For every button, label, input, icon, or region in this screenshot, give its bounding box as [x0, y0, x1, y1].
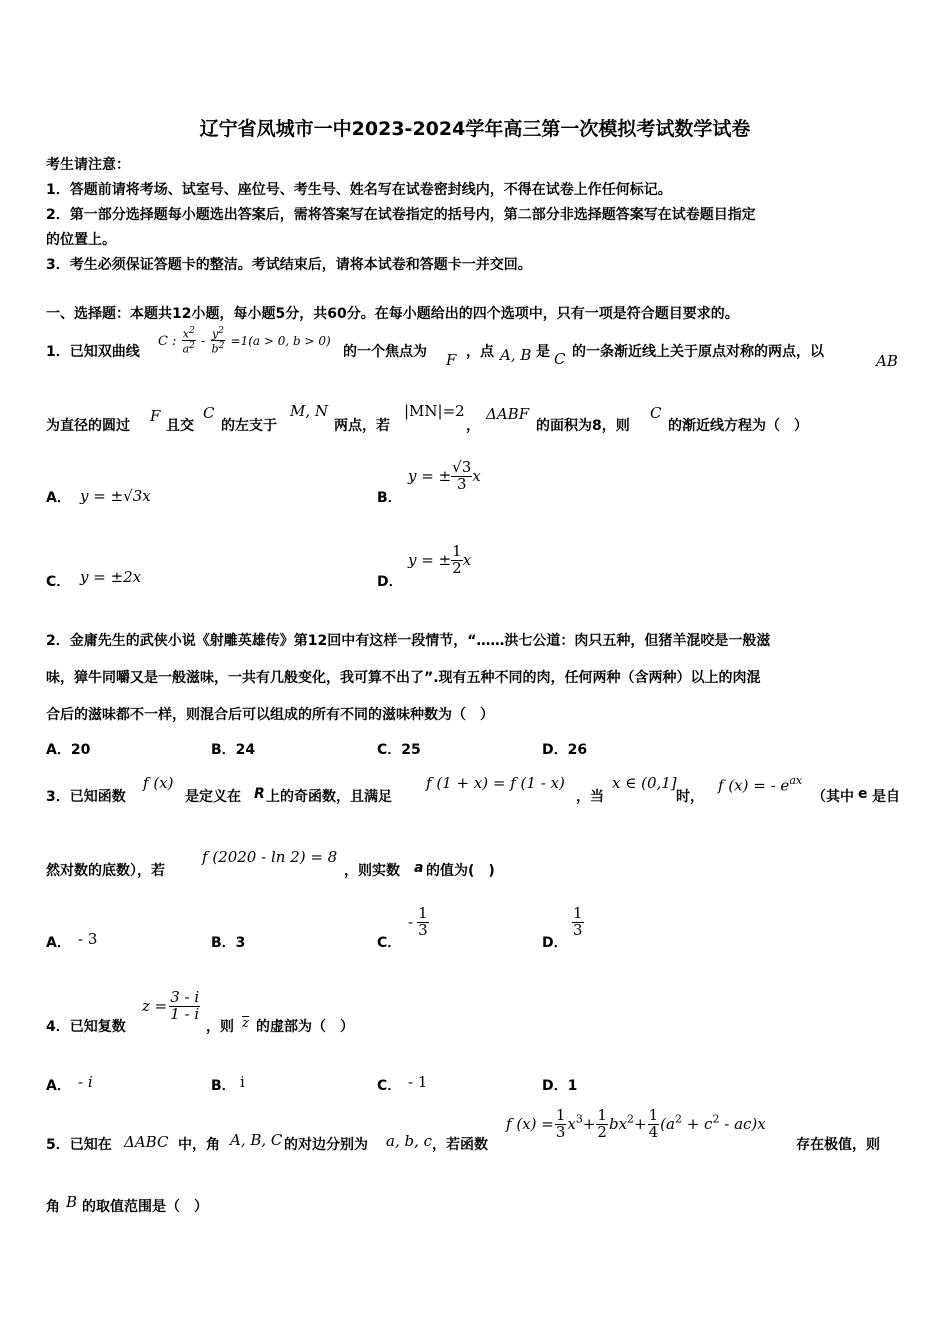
- q5-text-4: ，若函数: [432, 1137, 488, 1153]
- q5-angles: A, B, C: [230, 1131, 283, 1149]
- q3-text-9: ，则实数: [344, 863, 400, 879]
- q1-mn-length: |MN|=2: [404, 402, 465, 420]
- q4-option-B-label: B．: [211, 1078, 236, 1094]
- q4-text-3: 的虚部为（ ）: [256, 1019, 354, 1035]
- q3-option-B: B．3: [211, 935, 246, 951]
- q1-option-C-label: C．: [46, 574, 71, 590]
- q4-complex-z: z = $\frac{3 - i}{1 - i}$: [142, 988, 200, 1023]
- q3-text-6: （其中: [812, 789, 854, 805]
- q4-option-B: i: [240, 1073, 245, 1091]
- q3-text-3: 上的奇函数，且满足: [266, 789, 392, 805]
- q1-text-5: 的一条渐近线上关于原点对称的两点，以: [572, 344, 824, 360]
- q5-triangle: ΔABC: [124, 1133, 169, 1151]
- q3-definition: f (x) = - $e^{ax}$: [718, 774, 803, 795]
- q3-symmetry: f (1 + x) = f (1 - x): [426, 774, 565, 792]
- notice-item-2b: 的位置上。: [46, 232, 116, 248]
- q3-e: e: [858, 786, 868, 802]
- notice-item-3: 3．考生必须保证答题卡的整洁。考试结束后，请将本试卷和答题卡一并交回。: [46, 257, 532, 273]
- q2-line-1: 2．金庸先生的武侠小说《射雕英雄传》第12回中有这样一段情节，“……洪七公道：肉只五种，但猪羊混咬是一般滋: [46, 633, 771, 649]
- q3-option-D: $\frac{1}{3}$: [573, 904, 583, 939]
- q4-text-1: 4．已知复数: [46, 1019, 126, 1035]
- q1-option-A: y = ±√3x: [80, 487, 151, 505]
- q3-option-A-label: A．: [46, 935, 71, 951]
- q3-option-C: - $\frac{1}{3}$: [408, 904, 428, 939]
- q4-option-D: D．1: [542, 1078, 578, 1094]
- q2-option-C: C．25: [377, 742, 421, 758]
- q5-text-6: 角: [46, 1199, 60, 1215]
- q3-option-C-label: C．: [377, 935, 402, 951]
- q1-segment-AB: AB: [876, 352, 898, 370]
- q1-text-6: 为直径的圆过: [46, 418, 130, 434]
- q1-curve-C-3: C: [650, 404, 662, 422]
- q1-text-4: 是: [536, 344, 550, 360]
- q1-text-11: 的面积为8，则: [536, 418, 630, 434]
- q3-text-1: 3．已知函数: [46, 789, 126, 805]
- notice-heading: 考生请注意：: [46, 157, 130, 173]
- q3-option-A: - 3: [78, 930, 98, 948]
- q4-option-A-label: A．: [46, 1078, 71, 1094]
- q5-function: f (x) = $\frac{1}{3}$ $x^3+$ $\frac{1}{2}$ $bx^2+$ $\frac{1}{4}$ $(a^2 + c^2 - ac)x$: [506, 1106, 766, 1141]
- q4-option-C: - 1: [408, 1073, 428, 1091]
- q3-R: R: [254, 786, 265, 802]
- q3-text-10: 的值为( ): [426, 863, 495, 879]
- q1-focus-F: F: [446, 351, 457, 369]
- q3-given: f (2020 - ln 2) = 8: [202, 848, 338, 866]
- q1-curve-C-2: C: [203, 404, 215, 422]
- q3-text-4: ，当: [576, 789, 604, 805]
- q4-option-C-label: C．: [377, 1078, 402, 1094]
- q4-text-2: ，则: [206, 1019, 234, 1035]
- q1-text-2: 的一个焦点为: [343, 344, 427, 360]
- q4-option-A: - i: [78, 1073, 93, 1091]
- q1-text-8: 的左支于: [221, 418, 277, 434]
- page-title: 辽宁省凤城市一中2023-2024学年高三第一次模拟考试数学试卷: [199, 118, 751, 140]
- notice-item-1: 1．答题前请将考场、试室号、座位号、考生号、姓名写在试卷密封线内，不得在试卷上作任何标记。: [46, 182, 672, 198]
- q1-text-7: 且交: [166, 418, 194, 434]
- q3-domain: x ∈ (0,1]: [612, 774, 677, 792]
- q1-option-B-label: B．: [377, 490, 402, 506]
- q1-option-A-label: A．: [46, 490, 71, 506]
- q5-angle-B: B: [66, 1193, 78, 1211]
- q4-z-conjugate: z: [242, 1016, 249, 1031]
- q1-triangle-ABF: ΔABF: [486, 405, 530, 423]
- q1-option-D-label: D．: [377, 574, 403, 590]
- q3-text-7: 是自: [872, 789, 900, 805]
- q1-option-C: y = ±2x: [80, 568, 142, 586]
- q5-text-1: 5．已知在: [46, 1137, 112, 1153]
- q2-option-A: A．20: [46, 742, 91, 758]
- q1-text-12: 的渐近线方程为（ ）: [668, 418, 808, 434]
- q1-text-1: 1．已知双曲线: [46, 344, 140, 360]
- q1-points-AB: A, B: [500, 346, 532, 364]
- q3-function-f: f (x): [143, 774, 174, 792]
- q5-text-3: 的对边分别为: [284, 1137, 368, 1153]
- q5-text-7: 的取值范围是（ ）: [82, 1199, 208, 1215]
- q1-option-D: y = ± $\frac{1}{2}$ x: [408, 542, 472, 577]
- q3-text-5: 时，: [676, 789, 704, 805]
- q1-text-3: ，点: [466, 344, 494, 360]
- q3-a: a: [414, 860, 424, 876]
- q1-points-MN: M, N: [290, 402, 329, 420]
- q5-text-5: 存在极值，则: [796, 1137, 880, 1153]
- q2-line-3: 合后的滋味都不一样，则混合后可以组成的所有不同的滋味种数为（ ）: [46, 707, 494, 723]
- q2-option-D: D．26: [542, 742, 588, 758]
- section-heading: 一、选择题：本题共12小题，每小题5分，共60分。在每小题给出的四个选项中，只有一项是符合题目要求的。: [46, 306, 739, 322]
- notice-item-2a: 2．第一部分选择题每小题选出答案后，需将答案写在试卷指定的括号内，第二部分非选择题答案写在试卷题目指定: [46, 207, 756, 223]
- q2-option-B: B．24: [211, 742, 256, 758]
- q1-hyperbola-equation: C : $\frac{x^2}{a^2}$ - $\frac{y^2}{b^2}$ =1(a > 0, b > 0): [158, 325, 331, 356]
- q1-option-B: y = ± $\frac{√3}{3}$ x: [408, 458, 481, 493]
- q3-text-2: 是定义在: [185, 789, 241, 805]
- q2-line-2: 味，獐牛同嚼又是一般滋味，一共有几般变化，我可算不出了”.现有五种不同的肉，任何两种（含两种）以上的肉混: [46, 670, 761, 686]
- q1-point-F: F: [150, 407, 161, 425]
- q3-text-8: 然对数的底数），若: [46, 863, 165, 879]
- q5-text-2: 中，角: [178, 1137, 220, 1153]
- q1-text-10: ，: [466, 418, 480, 434]
- q1-curve-C: C: [554, 350, 566, 368]
- q1-text-9: 两点，若: [334, 418, 390, 434]
- q5-sides: a, b, c: [386, 1132, 433, 1150]
- q3-option-D-label: D．: [542, 935, 568, 951]
